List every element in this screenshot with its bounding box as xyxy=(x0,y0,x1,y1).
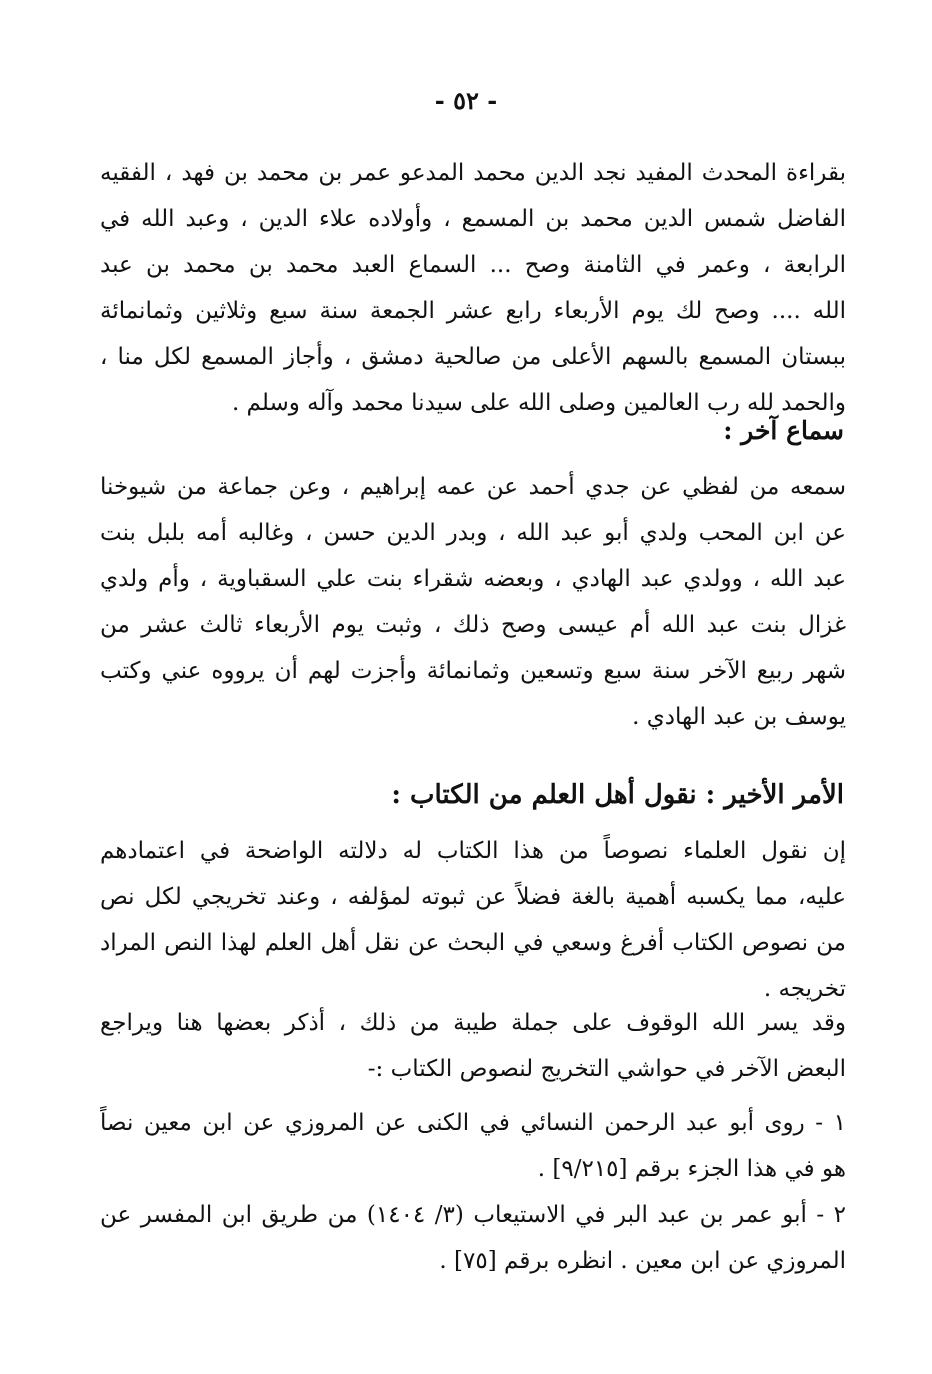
paragraph-line: والحمد لله رب العالمين وصلى الله على سيدنا محمد وآله وسلم . xyxy=(231,390,846,416)
paragraph-line: البعض الآخر في حواشي التخريج لنصوص الكتاب :- xyxy=(367,1056,846,1082)
paragraph-line: ١ - روى أبو عبد الرحمن النسائي في الكنى عن المروزي عن ابن معين نصاً xyxy=(100,1110,846,1136)
paragraph-scholars-note xyxy=(100,1000,846,1092)
paragraph-line: عليه، مما يكسبه أهمية بالغة فضلاً عن ثبوته لمؤلفه ، وعند تخريجي لكل نص xyxy=(100,884,846,910)
section-heading-another-sama: سماع آخر : xyxy=(723,416,844,445)
paragraph-line: سمعه من لفظي عن جدي أحمد عن عمه إبراهيم ، وعن جماعة من شيوخنا xyxy=(100,474,846,500)
paragraph-line: هو في هذا الجزء برقم [٩/٢١٥] . xyxy=(537,1156,846,1182)
paragraph-scholars-intro xyxy=(100,828,846,1012)
paragraph-sama-record xyxy=(100,150,846,426)
paragraph-line: ٢ - أبو عمر بن عبد البر في الاستيعاب (٣/ ١٤٠٤) من طريق ابن المفسر عن xyxy=(100,1202,846,1228)
paragraph-line: إن نقول العلماء نصوصاً من هذا الكتاب له دلالته الواضحة في اعتمادهم xyxy=(100,838,846,864)
page-number: - ٥٢ - xyxy=(434,86,498,115)
paragraph-line: الله .... وصح لك يوم الأربعاء رابع عشر الجمعة سنة سبع وثلاثين وثمانمائة xyxy=(100,298,846,324)
section-heading-scholars-quotes: الأمر الأخير : نقول أهل العلم من الكتاب : xyxy=(391,780,844,810)
paragraph-line: المروزي عن ابن معين . انظره برقم [٧٥] . xyxy=(439,1248,846,1274)
paragraph-line: تخريجه . xyxy=(763,976,846,1002)
paragraph-line: عبد الله ، وولدي عبد الهادي ، وبعضه شقراء بنت علي السقباوية ، وأم ولدي xyxy=(100,566,846,592)
paragraph-line: بقراءة المحدث المفيد نجد الدين محمد المدعو عمر بن محمد بن فهد ، الفقيه xyxy=(100,160,846,186)
paragraph-line: وقد يسر الله الوقوف على جملة طيبة من ذلك ، أذكر بعضها هنا ويراجع xyxy=(100,1010,846,1036)
list-item-2 xyxy=(100,1192,846,1284)
paragraph-line: يوسف بن عبد الهادي . xyxy=(632,704,846,730)
list-item-1 xyxy=(100,1100,846,1192)
paragraph-line: شهر ربيع الآخر سنة سبع وتسعين وثمانمائة وأجزت لهم أن يرووه عني وكتب xyxy=(100,658,846,684)
paragraph-another-sama xyxy=(100,464,846,740)
paragraph-line: الرابعة ، وعمر في الثامنة وصح ... السماع العبد محمد بن محمد بن عبد xyxy=(100,252,846,278)
paragraph-line: غزال بنت عبد الله أم عيسى وصح ذلك ، وثبت يوم الأربعاء ثالث عشر من xyxy=(100,612,846,638)
paragraph-line: الفاضل شمس الدين محمد بن المسمع ، وأولاده علاء الدين ، وعبد الله في xyxy=(100,206,846,232)
paragraph-line: من نصوص الكتاب أفرغ وسعي في البحث عن نقل أهل العلم لهذا النص المراد xyxy=(100,930,846,956)
paragraph-line: ببستان المسمع بالسهم الأعلى من صالحية دمشق ، وأجاز المسمع لكل منا ، xyxy=(100,344,846,370)
paragraph-line: عن ابن المحب ولدي أبو عبد الله ، وبدر الدين حسن ، وغالبه أمه بلبل بنت xyxy=(100,520,846,546)
